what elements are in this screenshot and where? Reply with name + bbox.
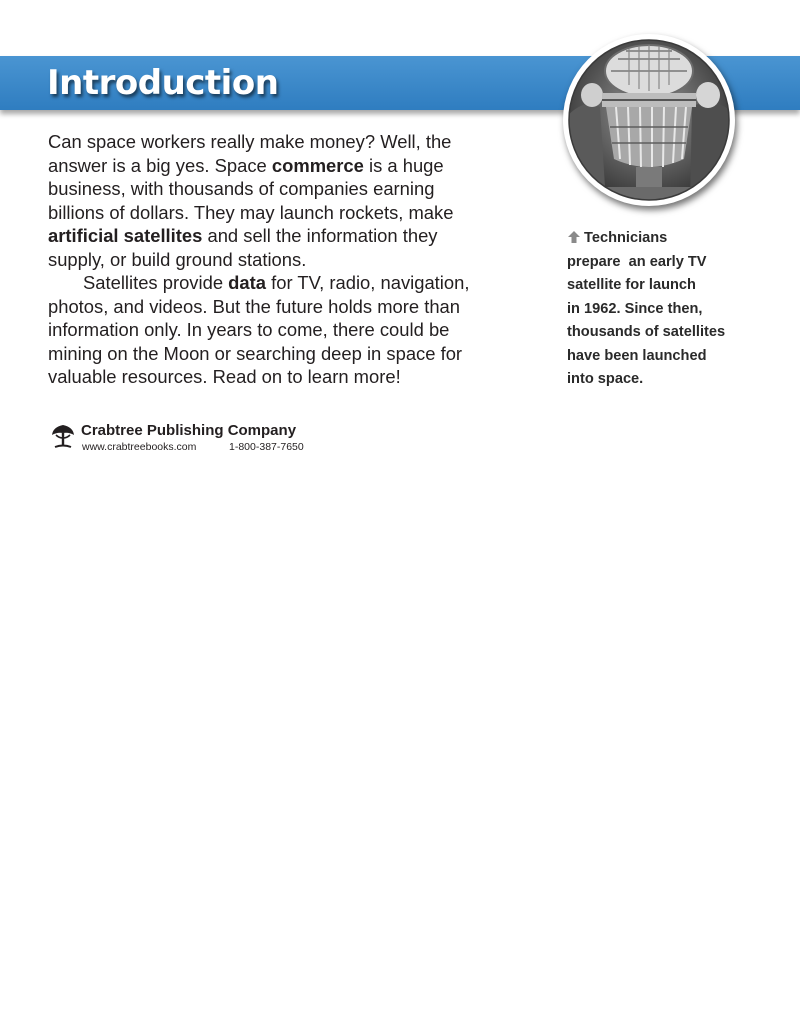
paragraph-1-line: supply, or build ground stations.	[48, 248, 307, 270]
glossary-term-artificial-satellites: artificial satellites	[48, 225, 203, 246]
up-arrow-icon	[567, 230, 581, 244]
caption-line: in 1962. Since then,	[567, 300, 703, 317]
intro-body-text	[48, 130, 508, 389]
satellite-photo-image	[566, 37, 732, 203]
caption-line: satellite for launch	[567, 277, 696, 293]
photo-caption	[567, 227, 767, 392]
publisher-name: Crabtree Publishing Company	[81, 422, 297, 439]
paragraph-2-line: photos, and videos. But the future holds more than	[48, 295, 461, 317]
publisher-footer	[51, 422, 321, 456]
paragraph-2-line: information only. In years to come, there could be	[48, 319, 450, 340]
caption-line: thousands of satellites	[567, 324, 726, 340]
glossary-term-data: data	[228, 272, 266, 293]
paragraph-2-line: mining on the Moon or searching deep in space for	[48, 342, 463, 364]
paragraph-2-line: valuable resources. Read on to learn more!	[48, 366, 401, 387]
page-title: Introduction	[47, 63, 279, 103]
caption-line: Technicians	[567, 227, 767, 251]
crabtree-tree-logo-icon	[51, 424, 75, 450]
paragraph-2-line: Satellites provide data for TV, radio, navigation,	[83, 272, 470, 293]
glossary-term-commerce: commerce	[271, 154, 364, 176]
paragraph-1-line: artificial satellites and sell the information they	[48, 225, 438, 246]
publisher-phone: 1-800-387-7650	[229, 441, 304, 453]
publisher-website[interactable]: www.crabtreebooks.com	[82, 441, 197, 453]
caption-line: have been launched	[567, 347, 707, 364]
paragraph-1-line: business, with thousands of companies earning	[48, 178, 435, 199]
paragraph-1-line: answer is a big yes. Space commerce is a huge	[48, 154, 444, 176]
paragraph-1-line: Can space workers really make money? Well, the	[48, 131, 452, 152]
caption-line: prepare an early TV	[567, 253, 707, 270]
paragraph-1-line: billions of dollars. They may launch rockets, make	[48, 201, 454, 223]
caption-line: into space.	[567, 371, 644, 387]
satellite-photo	[563, 34, 735, 206]
